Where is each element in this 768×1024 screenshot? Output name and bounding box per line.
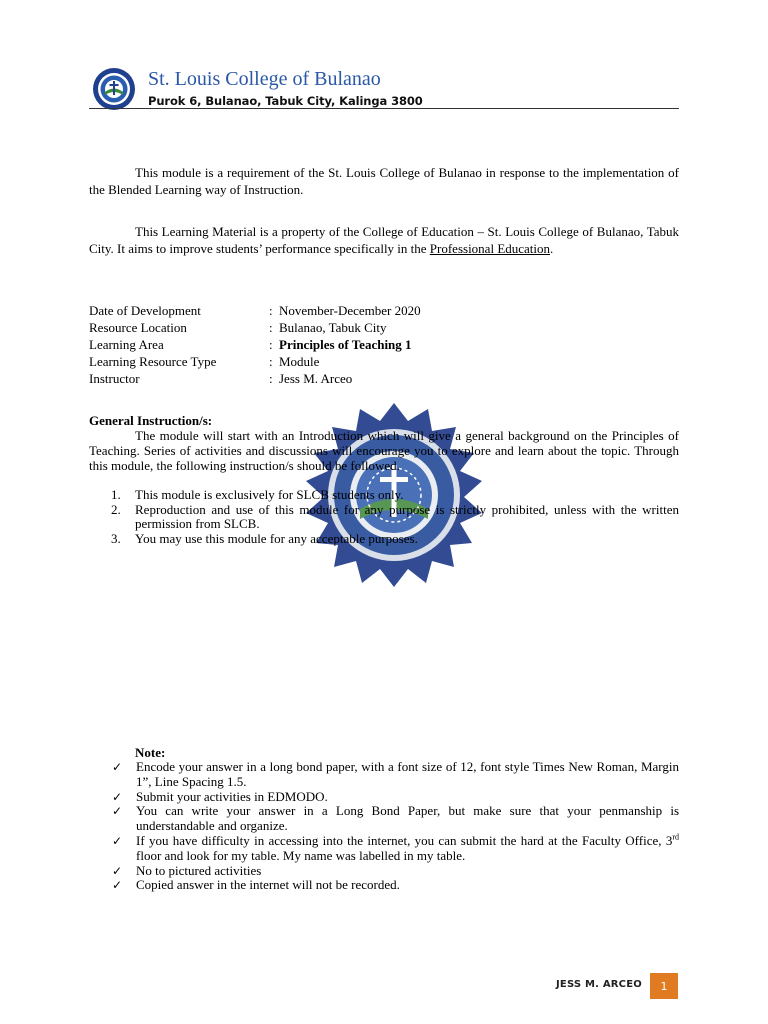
list-item-text: You may use this module for any acceptable purposes. — [135, 530, 418, 546]
school-name: St. Louis College of Bulanao — [148, 68, 381, 90]
detail-label: Resource Location — [89, 320, 187, 335]
general-instruction-paragraph: The module will start with an Introduction which will give a general background on the Principles of Teaching. Series of activities and discussions will encourage you to explore and learn about the topic. Through this module, the following instruction/s should be followed. — [89, 428, 679, 473]
list-item — [89, 532, 679, 547]
detail-value: Bulanao, Tabuk City — [279, 320, 387, 335]
college-seal-icon — [92, 67, 136, 111]
detail-label: Instructor — [89, 371, 140, 386]
check-mark-icon: ✓ — [112, 760, 123, 774]
general-instruction-heading: General Instruction/s: — [89, 413, 213, 428]
list-item — [112, 760, 679, 790]
note-checklist — [112, 760, 679, 893]
list-item-text: Copied answer in the internet will not be recorded. — [136, 877, 400, 893]
detail-row: Instructor : Jess M. Arceo — [89, 370, 679, 387]
footer-author: JESS M. ARCEO — [556, 979, 642, 990]
detail-label: Learning Resource Type — [89, 354, 217, 369]
list-item-text: Submit your activities in EDMODO. — [136, 788, 328, 804]
detail-row: Resource Location : Bulanao, Tabuk City — [89, 319, 679, 336]
module-details — [89, 302, 679, 387]
list-item-text: If you have difficulty in accessing into the internet, you can submit the hard at the Faculty Office, 3rd floor and look for my table. My name was labelled in my table. — [136, 832, 679, 863]
intro-paragraph-2-text: This Learning Material is a property of the College of Education – St. Louis College of Bulanao, Tabuk City. It aims to improve students’ performance specifically in the — [89, 224, 679, 256]
list-item — [112, 864, 679, 879]
list-item — [89, 503, 679, 532]
detail-value: Jess M. Arceo — [279, 371, 353, 386]
detail-row: Learning Area : Principles of Teaching 1 — [89, 336, 679, 353]
detail-label: Date of Development — [89, 303, 201, 318]
intro-paragraph-1: This module is a requirement of the St. Louis College of Bulanao in response to the implementation of the Blended Learning way of Instruction. — [89, 165, 679, 197]
header-divider — [89, 108, 679, 109]
list-item-text: This module is exclusively for SLCB students only. — [135, 487, 404, 502]
list-item — [112, 834, 679, 864]
list-item-number: 1. — [111, 487, 121, 502]
instruction-list — [89, 488, 679, 546]
list-item — [112, 804, 679, 834]
list-item — [112, 790, 679, 805]
detail-value: Module — [279, 354, 320, 369]
list-item-text: No to pictured activities — [136, 862, 262, 878]
check-mark-icon: ✓ — [112, 833, 123, 848]
check-mark-icon: ✓ — [112, 804, 123, 819]
list-item-number: 2. — [111, 501, 121, 517]
professional-education-text: Professional Education — [429, 240, 551, 256]
list-item — [112, 878, 679, 893]
detail-value: November-December 2020 — [279, 303, 421, 318]
detail-value: Principles of Teaching 1 — [279, 337, 412, 352]
school-address: Purok 6, Bulanao, Tabuk City, Kalinga 3800 — [148, 94, 423, 108]
intro-paragraph-2 — [89, 224, 679, 257]
list-item-text: You can write your answer in a Long Bond Paper, but make sure that your penmanship is understandable and organize. — [136, 803, 679, 834]
page-number-badge: 1 — [650, 973, 678, 999]
note-label: Note: — [135, 745, 166, 760]
detail-label: Learning Area — [89, 337, 164, 352]
list-item-text: Reproduction and use of this module for any purpose is strictly prohibited, unless with the written permission from SLCB. — [135, 501, 679, 531]
list-item — [89, 488, 679, 503]
list-item-text: Encode your answer in a long bond paper, with a font size of 12, font style Times New Roman, Margin 1”, Line Spacing 1.5. — [136, 759, 679, 789]
detail-row: Learning Resource Type : Module — [89, 353, 679, 370]
detail-row: Date of Development : November-December 2020 — [89, 302, 679, 319]
intro-paragraph-2-end: . — [550, 240, 554, 256]
check-mark-icon: ✓ — [112, 878, 123, 893]
check-mark-icon: ✓ — [112, 863, 123, 878]
list-item-number: 3. — [111, 530, 121, 546]
check-mark-icon: ✓ — [112, 789, 123, 804]
